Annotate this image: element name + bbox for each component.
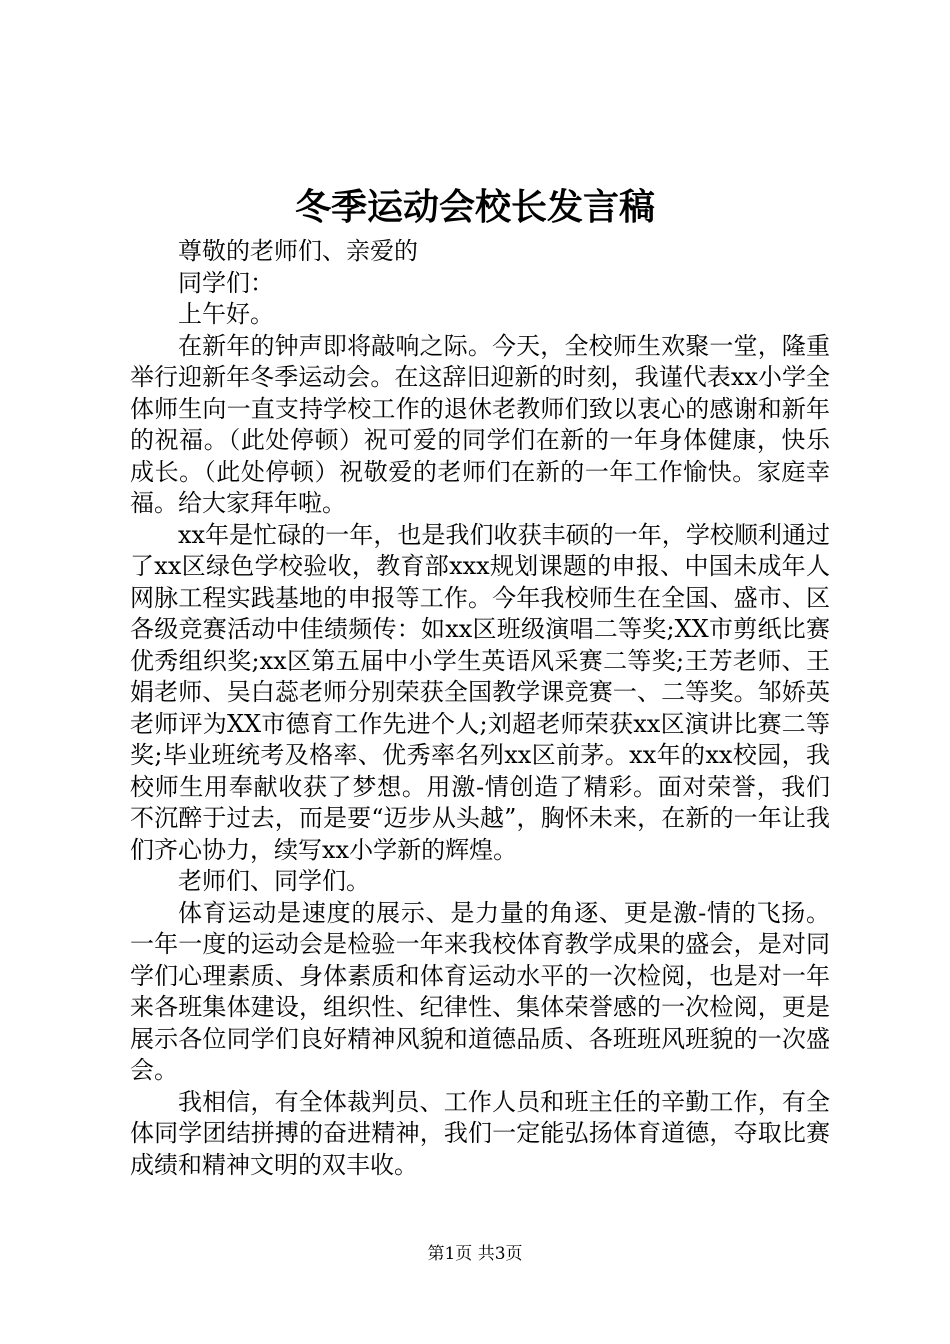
paragraph-achievements: xx年是忙碌的一年，也是我们收获丰硕的一年，学校顺利通过了xx区绿色学校验收，教育部xxx规划课题的申报、中国未成年人网脉工程实践基地的申报等工作。今年我校师生在全国、盛市、区各级竞赛活动中佳绩频传：如xx区班级演唱二等奖;XX市剪纸比赛优秀组织奖;xx区第五届中小学生英语风采赛二等奖;王芳老师、王娟老师、吴白蕊老师分别荣获全国教学课竞赛一、二等奖。邹娇英老师评为XX市德育工作先进个人;刘超老师荣获xx区演讲比赛二等奖;毕业班统考及格率、优秀率名列xx区前茅。xx年的xx校园，我校师生用奉献收获了梦想。用激-情创造了精彩。面对荣誉，我们不沉醉于过去，而是要“迈步从头越”，胸怀未来，在新的一年让我们齐心协力，续写xx小学新的辉煌。 [130, 520, 830, 864]
paragraph-sports: 体育运动是速度的展示、是力量的角逐、更是激-情的飞扬。一年一度的运动会是检验一年来我校体育教学成果的盛会，是对同学们心理素质、身体素质和体育运动水平的一次检阅，也是对一年来各班集体建设，组织性、纪律性、集体荣誉感的一次检阅，更是展示各位同学们良好精神风貌和道德品质、各班班风班貌的一次盛会。 [130, 898, 830, 1084]
paragraph-new-year: 在新年的钟声即将敲响之际。今天，全校师生欢聚一堂，隆重举行迎新年冬季运动会。在这辞旧迎新的时刻，我谨代表xx小学全体师生向一直支持学校工作的退休老教师们致以衷心的感谢和新年的祝福。（此处停顿）祝可爱的同学们在新的一年身体健康，快乐成长。（此处停顿）祝敬爱的老师们在新的一年工作愉快。家庭幸福。给大家拜年啦。 [130, 331, 830, 517]
salutation-line-1: 尊敬的老师们、亲爱的 [178, 237, 418, 265]
document-title: 冬季运动会校长发言稿 [294, 186, 655, 228]
salutation-line-2: 同学们： [178, 268, 274, 297]
address-line: 老师们、同学们。 [178, 867, 370, 895]
greeting: 上午好。 [178, 300, 274, 328]
paragraph-confidence: 我相信，有全体裁判员、工作人员和班主任的辛勤工作，有全体同学团结拼搏的奋进精神，我们一定能弘扬体育道德，夺取比赛成绩和精神文明的双丰收。 [130, 1087, 830, 1179]
page-number: 第1页 共3页 [427, 1244, 523, 1264]
document-body [130, 236, 830, 1181]
